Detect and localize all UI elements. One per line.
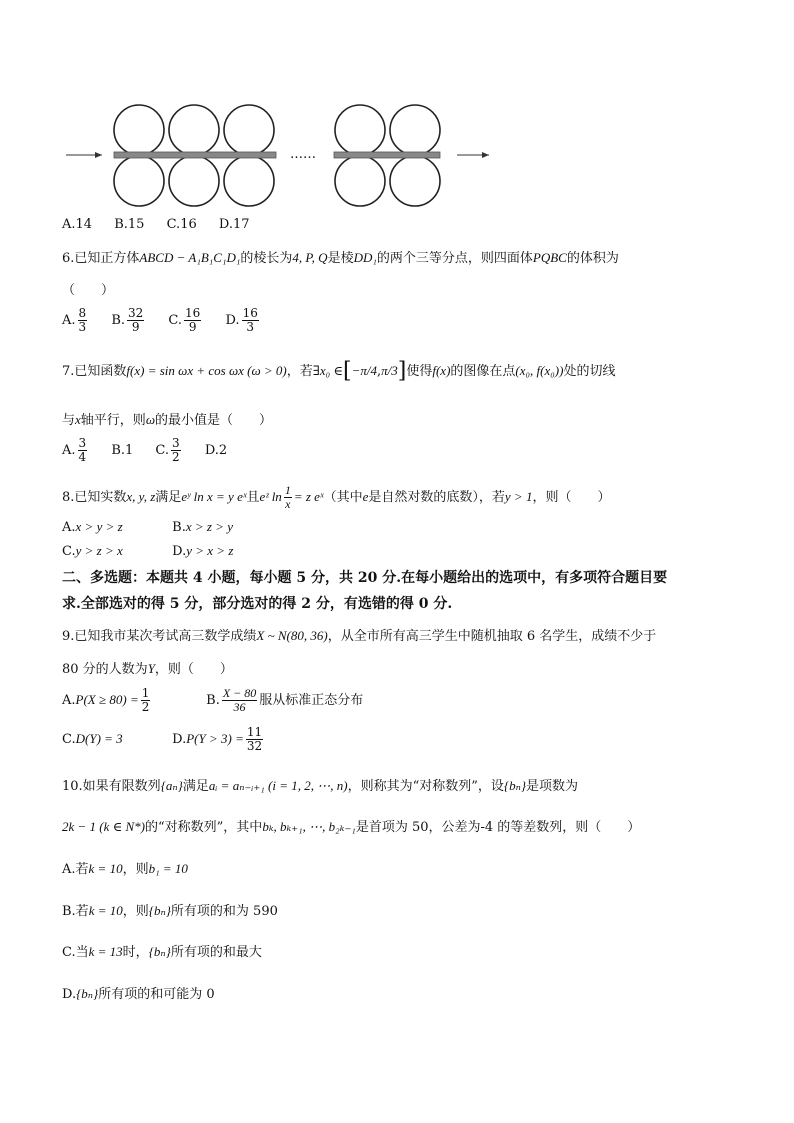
q7-line2: 与x轴平行，则ω的最小值是（ ） [62,412,273,428]
roller [335,105,385,155]
rollers-figure [0,0,794,215]
q6-option-c: C. $\frac{16}{9}$ [168,306,201,334]
q6-paren: （ ） [62,283,115,298]
q9-options-row2 [62,726,265,753]
bottom-rollers [114,156,440,206]
q10-line2: 2k − 1 (k ∈ N*)的“对称数列”，其中bₖ, bₖ₊₁, ⋯, b₂ₖ₋₁是首项为 50，公差为-4 的等差数列，则（ ） [62,819,641,835]
q7-option-c: C. $\frac{3}{2}$ [155,436,180,464]
q9-option-d: D.P(Y > 3) = $\frac{11}{32}$ [172,725,263,753]
q9-option-c: C.D(Y) = 3 [62,731,123,747]
roller [169,105,219,155]
section2-line2: 求.全部选对的得 5 分，部分选对的得 2 分，有选错的得 0 分. [62,596,453,612]
roller [335,156,385,206]
q6-option-a: A. $\frac{8}{3}$ [62,306,87,334]
q8-option-d: D.y > x > z [172,543,234,559]
section2-line1: 二、多选题：本题共 4 小题，每小题 5 分，共 20 分.在每小题给出的选项中，有多项符合题目要 [62,570,668,586]
q9-line2: 80 分的人数为Y，则（ ） [62,661,233,677]
q8-option-b: B.x > z > y [172,519,233,535]
q8-option-a: A.x > y > z [62,519,123,535]
ellipsis: …… [290,147,316,162]
q8-option-c: C.y > z > x [62,543,123,559]
q10-stem: 10.如果有限数列{aₙ}满足aᵢ = aₙ₋ᵢ₊₁ (i = 1, 2, ⋯, n)，则称其为“对称数列”，设{bₙ}是项数为 [62,778,579,794]
q8-options-row2 [62,542,233,561]
sheet-left [114,152,276,158]
q9-options-row1 [62,687,363,714]
q7-option-b: B.1 [111,443,134,458]
q9-option-a: A.P(X ≥ 80) = $\frac{1}{2}$ [62,686,150,714]
roller [390,105,440,155]
q8-stem: 8.已知实数x, y, z满足eʸ ln x = y eˣ且eᶻ ln $\frac{1}{x}$ = z eˣ（其中e是自然对数的底数），若y > 1，则（ ） [62,483,611,511]
q8-options-row1 [62,518,233,537]
q7-option-a: A. $\frac{3}{4}$ [62,436,87,464]
q6-option-b: B. $\frac{32}{9}$ [111,306,144,334]
roller [114,156,164,206]
q7-stem: 7.已知函数f(x) = sin ωx + cos ωx (ω > 0)，若∃x₀ ∈[−π/4,π/3]使得f(x)的图像在点(x₀, f(x₀))处的切线 [62,358,616,384]
q5-option-b: B.15 [114,217,145,232]
q9-stem: 9.已知我市某次考试高三数学成绩X ~ N(80, 36)，从全市所有高三学生中随机抽取 6 名学生，成绩不少于 [62,628,657,644]
roller [114,105,164,155]
q5-option-d: D.17 [218,217,250,232]
roller [169,156,219,206]
q7-options [62,437,245,464]
q5-option-c: C.16 [166,217,197,232]
q6-stem: 6.已知正方体ABCD − A₁B₁C₁D₁的棱长为4, P, Q是棱DD₁的两个三等分点，则四面体PQBC的体积为 [62,250,619,266]
q6-option-d: D. $\frac{16}{3}$ [225,306,258,334]
q7-option-d: D.2 [204,443,228,458]
q10-option-c: C.当k = 13时，{bₙ}所有项的和最大 [62,944,262,960]
roller [224,105,274,155]
roller [224,156,274,206]
top-rollers [114,105,440,155]
q6-options [62,307,279,334]
q10-option-b: B.若k = 10，则{bₙ}所有项的和为 590 [62,903,278,919]
q5-options [62,216,268,234]
q5-option-a: A.14 [62,217,93,232]
q10-option-d: D.{bₙ}所有项的和可能为 0 [62,986,215,1002]
sheet-right [334,152,440,158]
q9-option-b: B. $\frac{X - 80}{36}$ 服从标准正态分布 [206,686,364,714]
roller [390,156,440,206]
q10-option-a: A.若k = 10，则b₁ = 10 [62,861,188,877]
